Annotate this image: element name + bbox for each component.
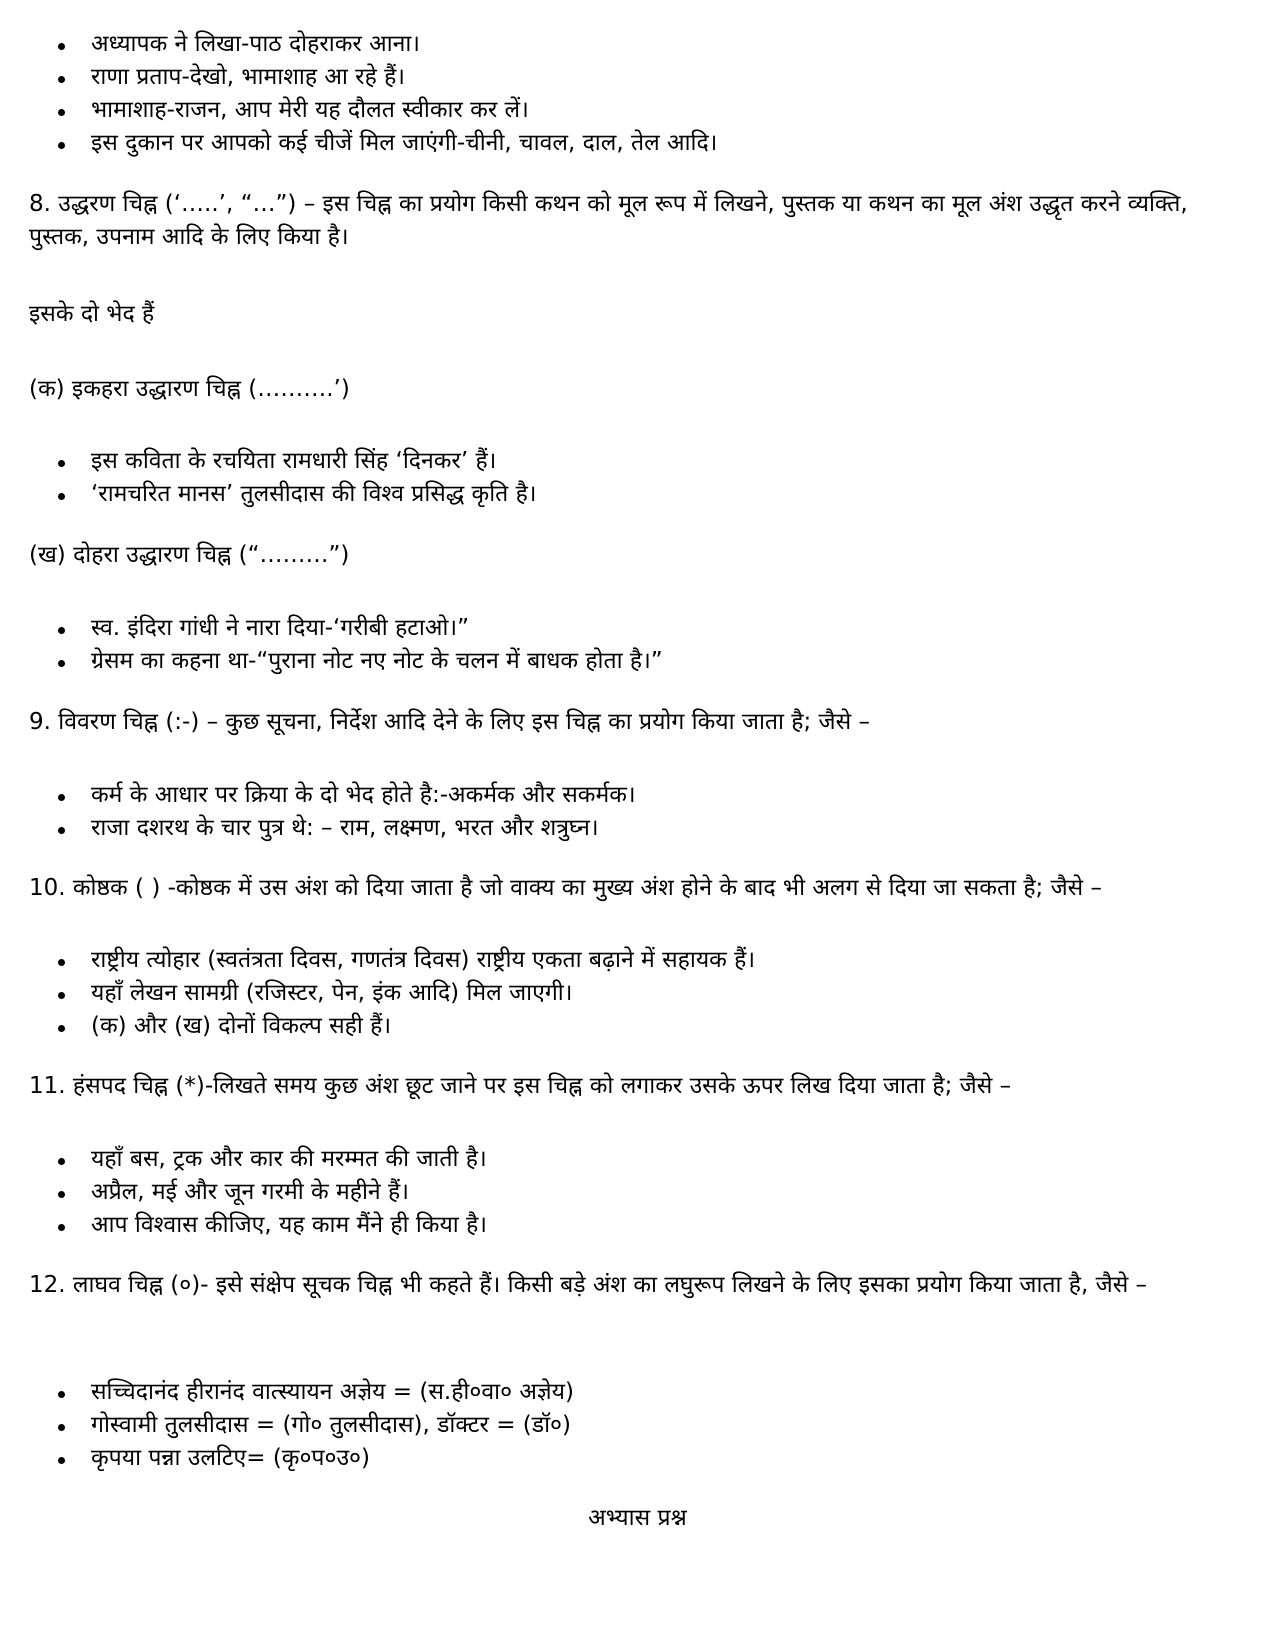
section-9-example-list <box>0 779 1275 845</box>
list-item: अप्रैल, मई और जून गरमी के महीने हैं। <box>0 1176 1275 1209</box>
section-12-example-list <box>0 1376 1275 1475</box>
list-item: भामाशाह-राजन, आप मेरी यह दौलत स्वीकार कर लें। <box>0 94 1275 127</box>
section-11-example-list <box>0 1143 1275 1242</box>
list-item: ग्रेसम का कहना था-“पुराना नोट नए नोट के चलन में बाधक होता है।” <box>0 645 1275 678</box>
section-12-paragraph: 12. लाघव चिह्न (०)- इसे संक्षेप सूचक चिह्न भी कहते हैं। किसी बड़े अंश का लघुरूप लिखने के लिए इसका प्रयोग किया जाता है, जैसे – <box>29 1272 1148 1298</box>
list-item: इस कविता के रचयिता रामधारी सिंह ‘दिनकर’ हैं। <box>0 445 1275 478</box>
list-item: स्व. इंदिरा गांधी ने नारा दिया-‘गरीबी हटाओ।” <box>0 612 1275 645</box>
list-item: इस दुकान पर आपको कई चीजें मिल जाएंगी-चीनी, चावल, दाल, तेल आदि। <box>0 127 1275 160</box>
list-item: कर्म के आधार पर क्रिया के दो भेद होते है:-अकर्मक और सकर्मक। <box>0 779 1275 812</box>
list-item: राजा दशरथ के चार पुत्र थे: – राम, लक्ष्मण, भरत और शत्रुघ्न। <box>0 812 1275 845</box>
list-item: अध्यापक ने लिखा-पाठ दोहराकर आना। <box>0 28 1275 61</box>
single-quote-example-list <box>0 445 1275 511</box>
list-item: यहाँ लेखन सामग्री (रजिस्टर, पेन, इंक आदि) मिल जाएगी। <box>0 977 1275 1010</box>
double-quote-example-list <box>0 612 1275 678</box>
list-item: गोस्वामी तुलसीदास = (गो० तुलसीदास), डॉक्टर = (डॉ०) <box>0 1409 1275 1442</box>
section-8-double-heading: (ख) दोहरा उद्धारण चिह्न (“………”) <box>29 542 350 568</box>
top-example-list <box>0 28 1275 160</box>
section-11-paragraph: 11. हंसपद चिह्न (*)-लिखते समय कुछ अंश छूट जाने पर इस चिह्न को लगाकर उसके ऊपर लिख दिया जाता है; जैसे – <box>29 1073 1012 1099</box>
list-item: ‘रामचरित मानस’ तुलसीदास की विश्व प्रसिद्ध कृति है। <box>0 478 1275 511</box>
exercise-heading: अभ्यास प्रश्न <box>588 1505 687 1531</box>
list-item: कृपया पन्ना उलटिए= (कृ०प०उ०) <box>0 1442 1275 1475</box>
section-8-single-heading: (क) इकहरा उद्धारण चिह्न (……….’) <box>29 376 350 402</box>
list-item: (क) और (ख) दोनों विकल्प सही हैं। <box>0 1010 1275 1043</box>
list-item: आप विश्वास कीजिए, यह काम मैंने ही किया है। <box>0 1209 1275 1242</box>
list-item: सच्चिदानंद हीरानंद वात्स्यायन अज्ञेय = (स.ही०वा० अज्ञेय) <box>0 1376 1275 1409</box>
list-item: राष्ट्रीय त्योहार (स्वतंत्रता दिवस, गणतंत्र दिवस) राष्ट्रीय एकता बढ़ाने में सहायक हैं। <box>0 944 1275 977</box>
section-10-paragraph: 10. कोष्ठक ( ) -कोष्ठक में उस अंश को दिया जाता है जो वाक्य का मुख्य अंश होने के बाद भी अलग से दिया जा सकता है; जैसे – <box>29 875 1103 901</box>
section-10-example-list <box>0 944 1275 1043</box>
section-8-types-intro: इसके दो भेद हैं <box>29 301 155 327</box>
list-item: यहाँ बस, ट्रक और कार की मरम्मत की जाती है। <box>0 1143 1275 1176</box>
section-9-paragraph: 9. विवरण चिह्न (:-) – कुछ सूचना, निर्देश आदि देने के लिए इस चिह्न का प्रयोग किया जाता है; जैसे – <box>29 709 870 735</box>
list-item: राणा प्रताप-देखो, भामाशाह आ रहे हैं। <box>0 61 1275 94</box>
section-8-paragraph: 8. उद्धरण चिह्न (‘…..’, “…”) – इस चिह्न का प्रयोग किसी कथन को मूल रूप में लिखने, पुस्तक या कथन का मूल अंश उद्धृत करने व्यक्ति, पुस्तक, उपनाम आदि के लिए किया है। <box>29 191 1188 250</box>
